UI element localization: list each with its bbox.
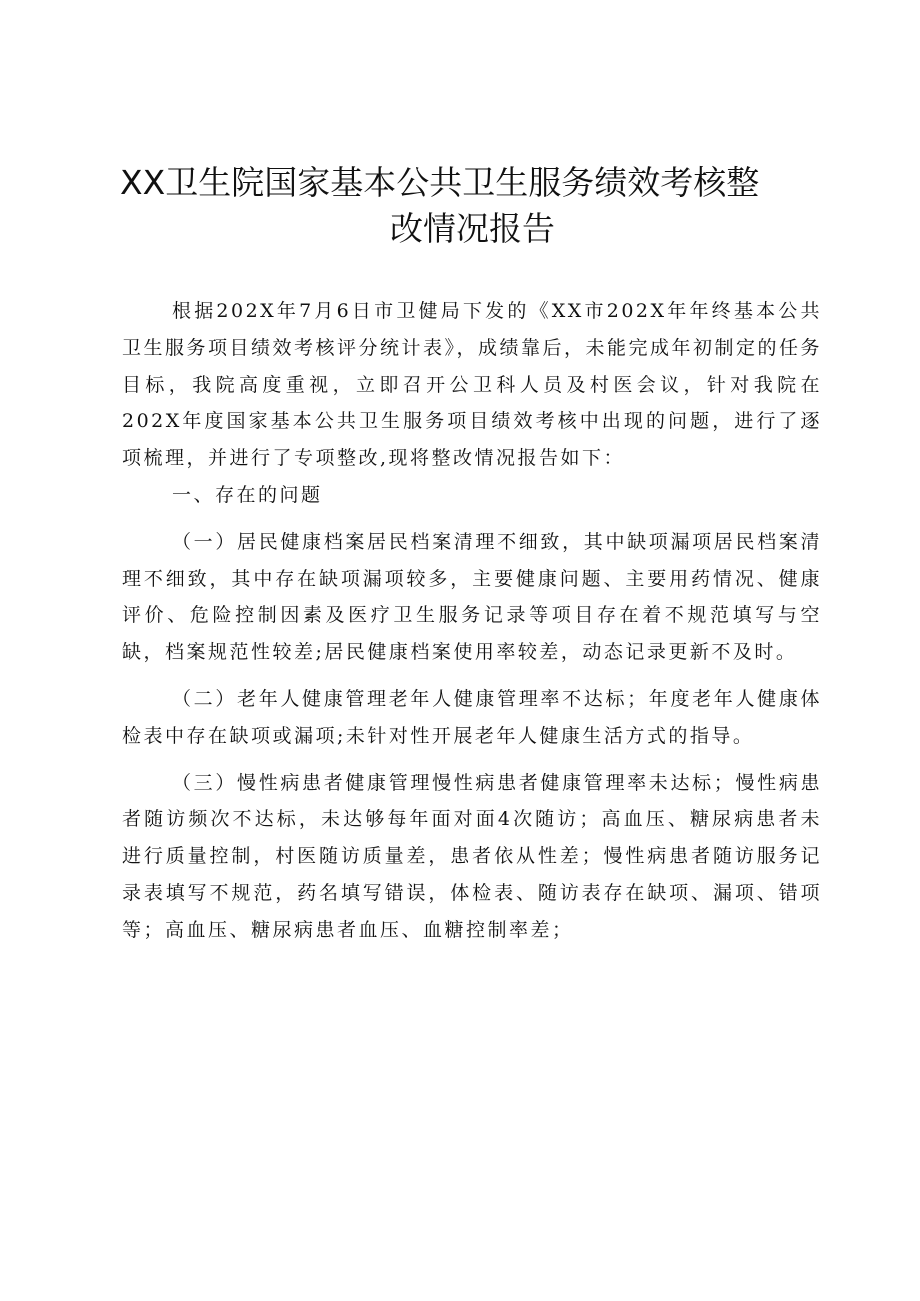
intro-paragraph: 根据202X年7月6日市卫健局下发的《XX市202X年年终基本公共卫生服务项目绩效考核评分统计表》，成绩靠后，未能完成年初制定的任务目标，我院高度重视，立即召开公卫科人员及村医会议，针对我院在202X年度国家基本公共卫生服务项目绩效考核中出现的问题，进行了逐项梳理，并进行了专项整改,现将整改情况报告如下：: [122, 300, 823, 470]
document-title: [110, 160, 810, 252]
section-heading-problems: 一、存在的问题: [172, 483, 323, 506]
title-line-1: XX卫生院国家基本公共卫生服务绩效考核整: [120, 163, 760, 202]
title-line-2: 改情况报告: [390, 209, 555, 248]
document-body: [122, 293, 822, 949]
problem-item-1: （一）居民健康档案居民档案清理不细致，其中缺项漏项居民档案清理不细致，其中存在缺项漏项较多，主要健康问题、主要用药情况、健康评价、危险控制因素及医疗卫生服务记录等项目存在着不规范填写与空缺，档案规范性较差;居民健康档案使用率较差，动态记录更新不及时。: [122, 530, 822, 664]
problem-item-3: （三）慢性病患者健康管理慢性病患者健康管理率未达标；慢性病患者随访频次不达标，未达够每年面对面4次随访；高血压、糖尿病患者未进行质量控制，村医随访质量差，患者依从性差；慢性病患者随访服务记录表填写不规范，药名填写错误，体检表、随访表存在缺项、漏项、错项等；高血压、糖尿病患者血压、血糖控制率差；: [122, 771, 822, 941]
problem-item-2: （二）老年人健康管理老年人健康管理率不达标；年度老年人健康体检表中存在缺项或漏项;未针对性开展老年人健康生活方式的指导。: [122, 687, 822, 747]
